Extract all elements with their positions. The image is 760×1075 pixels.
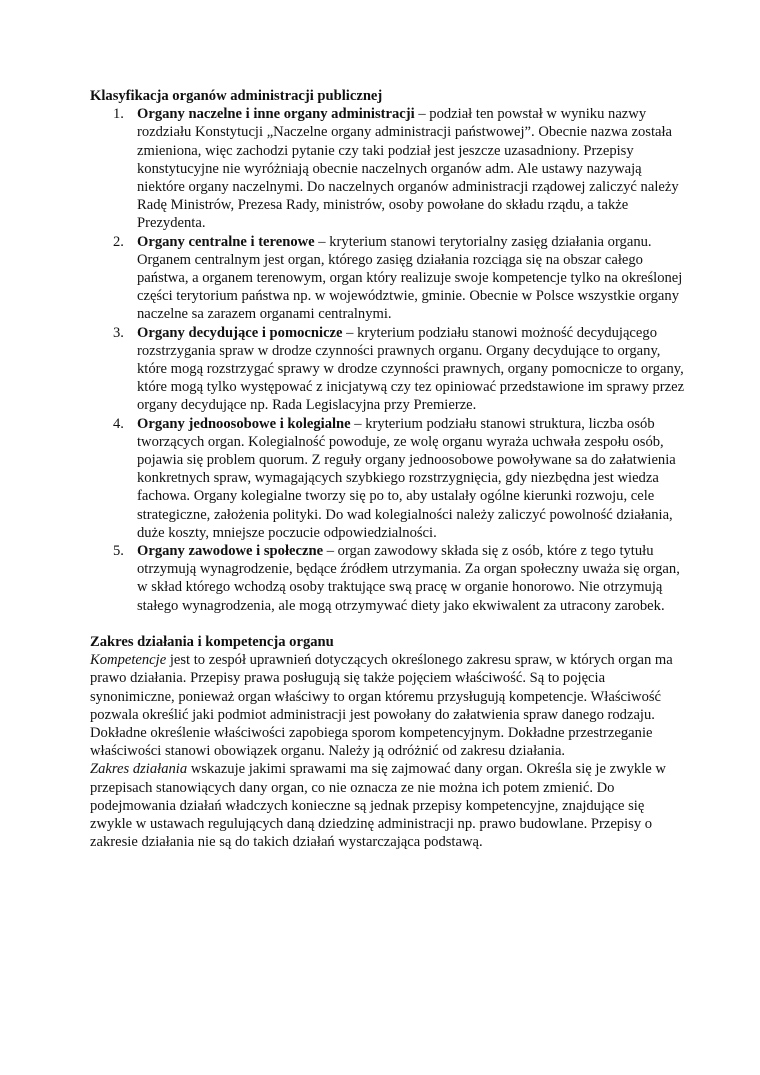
list-text: – organ zawodowy składa się z osób, które z tego tytułu otrzymują wynagrodzenie, będące źródłem utrzymania. Za organ społeczny uważa się organ, w skład którego wchodzą osoby traktujące swą pracę w organie honorowo. Nie otrzymują stałego wynagrodzenia, ale mogą otrzymywać diety jako ekwiwalent za utracony zarobek.: [137, 543, 680, 614]
paragraph-term: Kompetencje: [90, 652, 167, 669]
list-item: [90, 324, 690, 415]
list-item: [90, 542, 690, 615]
paragraph-text: wskazuje jakimi sprawami ma się zajmować dany organ. Określa się je zwykle w przepisach stanowiących dany organ, co nie oznacza ze nie można ich potem zmienić. Do podejmowania działań władczych konieczne są jednak przepisy kompetencyjne, znajdujące się zwykle w ustawach regulujących daną dziedzinę administracji np. prawo budowlane. Przepisy o zakresie działania nie są do takich działań wystarczająca podstawą.: [90, 761, 666, 851]
paragraph-competence: [90, 651, 690, 760]
list-term: Organy zawodowe i społeczne: [137, 543, 324, 560]
list-number: 3.: [113, 324, 124, 341]
list-number: 4.: [113, 415, 124, 432]
list-term: Organy naczelne i inne organy administracji: [137, 106, 415, 123]
paragraph-term: Zakres działania: [90, 761, 188, 778]
classification-list: [90, 105, 690, 615]
document-page: [90, 87, 690, 851]
list-text: – kryterium podziału stanowi struktura, liczba osób tworzących organ. Kolegialność powoduje, ze wolę organu wyraża uchwała zespołu osób, pojawia się problem quorum. Z reguły organy jednoosobowe powoływane sa do załatwienia konkretnych spraw, wymagających szybkiego rozstrzygnięcia, gdy niezbędna jest wiedza fachowa. Organy kolegialne tworzy się po to, aby ustalały ogólne kierunki rozwoju, cele strategiczne, założenia polityki. Do wad kolegialności należy zaliczyć powolność działania, duże koszty, mniejsze poczucie odpowiedzialności.: [137, 415, 676, 541]
list-item: [90, 233, 690, 324]
section-heading-scope: Zakres działania i kompetencja organu: [90, 633, 334, 650]
list-item: [90, 415, 690, 542]
list-term: Organy decydujące i pomocnicze: [137, 324, 343, 341]
section-scope-competence: [90, 633, 690, 851]
list-number: 2.: [113, 233, 124, 250]
list-number: 5.: [113, 543, 124, 560]
list-text: – kryterium stanowi terytorialny zasięg działania organu. Organem centralnym jest organ, którego zasięg działania rozciąga się na obszar całego państwa, a organem terenowym, organ który realizuje swoje kompetencje tylko na określonej części terytorium państwa np. w województwie, gminie. Obecnie w Polsce wszystkie organy naczelne sa zarazem organami centralnymi.: [137, 233, 683, 323]
paragraph-scope: [90, 760, 690, 851]
list-text: – podział ten powstał w wyniku nazwy rozdziału Konstytucji „Naczelne organy administracji państwowej”. Obecnie nazwa została zmieniona, więc zachodzi pytanie czy taki podział jest jeszcze uzasadniony. Przepisy konstytucyjne nie wyróżniają obecnie naczelnych organów adm. Ale ustawy nazywają niektóre organy naczelnymi. Do naczelnych organów administracji rządowej zaliczyć należy Radę Ministrów, Prezesa Rady, ministrów, osoby powołane do składu rządu, a także Prezydenta.: [137, 106, 679, 232]
section-heading-classification: Klasyfikacja organów administracji publicznej: [90, 88, 383, 104]
list-text: – kryterium podziału stanowi możność decydującego rozstrzygania spraw w drodze czynności prawnych organu. Organy decydujące to organy, które mogą rozstrzygać sprawy w drodze czynności prawnych, organy pomocnicze to organy, które mogą tylko występować z inicjatywą czy tez opiniować przedstawione im sprawy przez organy decydujące np. Rada Legislacyjna przy Premierze.: [137, 324, 685, 414]
list-term: Organy centralne i terenowe: [137, 233, 315, 250]
list-item: [90, 105, 690, 232]
list-number: 1.: [113, 106, 124, 123]
list-term: Organy jednoosobowe i kolegialne: [137, 415, 351, 432]
paragraph-text: jest to zespół uprawnień dotyczących określonego zakresu spraw, w których organ ma prawo działania. Przepisy prawa posługują się także pojęciem właściwość. Są to pojęcia synonimiczne, ponieważ organ właściwy to organ któremu przysługują kompetencje. Właściwość pozwala określić jaki podmiot administracji jest powołany do załatwienia spraw danego rodzaju. Dokładne określenie właściwości zapobiega sporom kompetencyjnym. Dokładne przestrzeganie właściwości stanowi obowiązek organu. Należy ją odróżnić od zakresu działania.: [90, 652, 673, 760]
